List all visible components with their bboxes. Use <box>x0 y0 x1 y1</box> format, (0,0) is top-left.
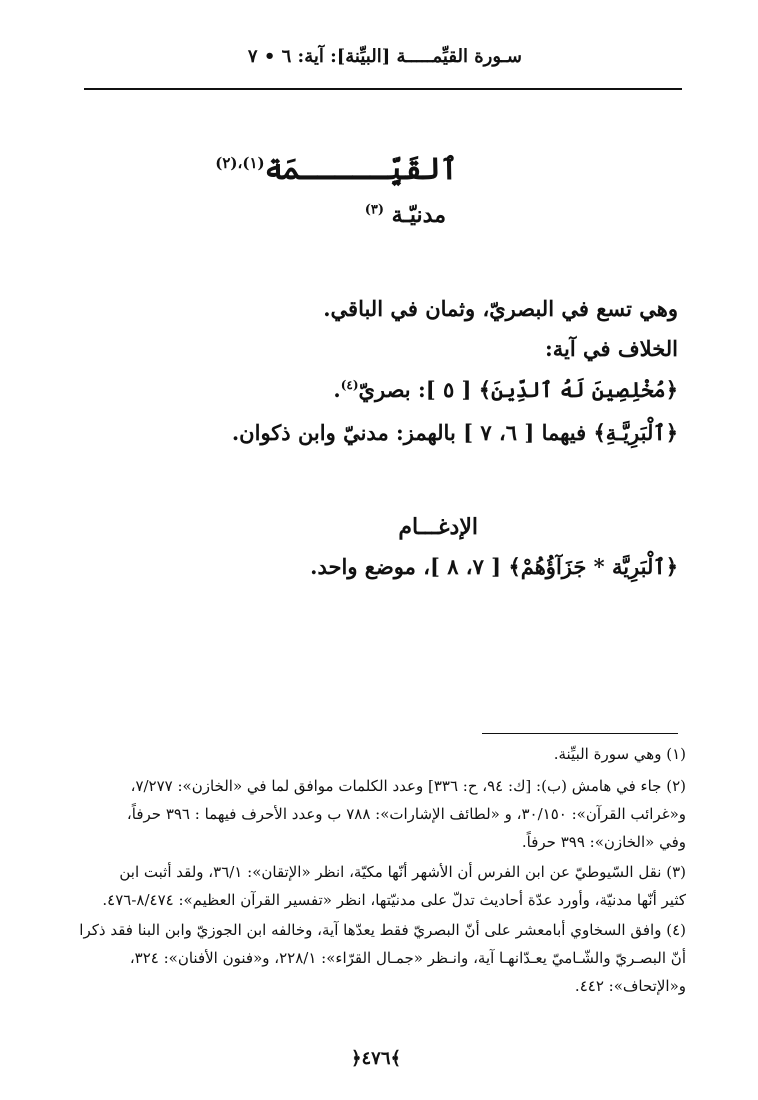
footnote-ref: (٤) <box>340 378 359 392</box>
verse-reference: فيهما [ ٦، ٧ ] بالهمز: مدنيّ وابن ذكوان. <box>231 420 587 445</box>
line-end: . <box>333 377 341 402</box>
footnote-1: (١) وهي سورة البيِّنة. <box>553 745 686 763</box>
footnote-2-line-3: وفي «الخازن»: ٣٩٩ حرفاً. <box>521 833 686 851</box>
surah-subtitle <box>365 202 446 228</box>
quran-quote: مُخْلِصِينَ لَهُ ٱلدِّينَ <box>491 377 666 402</box>
ornate-bracket-close: ﴾ <box>593 420 606 445</box>
verse-reference: [ ٥ ]: بصريّ <box>358 377 472 402</box>
ornate-bracket-close: ﴾ <box>508 554 521 579</box>
surah-title <box>215 152 458 187</box>
footnote-4-line-3: و«الإتحاف»: ٤٤٢. <box>574 977 686 995</box>
running-head: سـورة القيِّمـــــة [البيِّنة]: آية: ٦ • ٧ <box>247 46 522 67</box>
footnote-2-line-1: (٢) جاء في هامش (ب): [ك: ٩٤، ح: ٣٣٦] وعدد الكلمات موافق لما في «الخازن»: ٧/٢٧٧، <box>130 777 686 795</box>
ornate-bracket-open: ﴿ <box>665 554 678 579</box>
footnote-2-line-2: و«غرائب القرآن»: ٣٠/١٥٠، و «لطائف الإشارات»: ٧٨٨ ب وعدد الأحرف فيهما : ٣٩٦ حرفاً، <box>126 805 686 823</box>
page-number: ﴿٤٧٦﴾ <box>350 1048 402 1069</box>
quran-quote: ٱلْبَرِيَّة * جَزَآؤُهُمْ <box>520 554 666 579</box>
surah-subtitle-text: مدنيّـة <box>391 202 446 228</box>
verse-count-line: وهي تسع في البصريّ، وثمان في الباقي. <box>323 296 678 321</box>
footnote-3-line-1: (٣) نقل السّيوطيّ عن ابن الفرس أن الأشهر أنّها مكيّة، انظر «الإتقان»: ٣٦/١، ولقد أثبت ابن <box>119 863 686 881</box>
idgham-line <box>78 554 678 579</box>
surah-title-footnote-refs: (١)،(٢) <box>215 154 265 172</box>
footnote-4-line-2: أنّ البصـريّ والشّـاميّ يعـدّانهـا آية، وانـظر «جمـال القرّاء»: ٢٢٨/١، و«فنون الأفنان»: ٣٢٤، <box>129 949 686 967</box>
ornate-bracket-open: ﴿ <box>665 377 678 402</box>
footnote-separator <box>482 733 678 734</box>
verse-reference: [ ٧، ٨ ]، موضع واحد. <box>310 554 502 579</box>
ornate-bracket-open: ﴿ <box>665 420 678 445</box>
khilaf-verse-1 <box>78 377 678 402</box>
khilaf-heading: الخلاف في آية: <box>545 336 678 361</box>
quran-quote: ٱلْبَرِيَّـةِ <box>605 420 666 445</box>
header-rule <box>84 88 682 90</box>
idgham-heading: الإدغـــام <box>398 514 478 540</box>
khilaf-verse-2 <box>78 420 678 445</box>
surah-title-text: ٱلقَيِّـــــمَة <box>264 152 458 187</box>
ornate-bracket-close: ﴾ <box>478 377 492 402</box>
footnote-4-line-1: (٤) وافق السخاوي أبامعشر على أنّ البصريّ فقط يعدّها آية، وخالفه ابن الجوزيّ وابن البنا فقد ذكرا <box>79 921 686 939</box>
footnote-3-line-2: كثير أنّها مدنيّة، وأورد عدّة أحاديث تدلّ على مدنيّتها، انظر «تفسير القرآن العظيم»: ٨/٤٧٤-٤٧٦. <box>102 891 686 909</box>
surah-subtitle-footnote-ref: (٣) <box>364 202 384 218</box>
